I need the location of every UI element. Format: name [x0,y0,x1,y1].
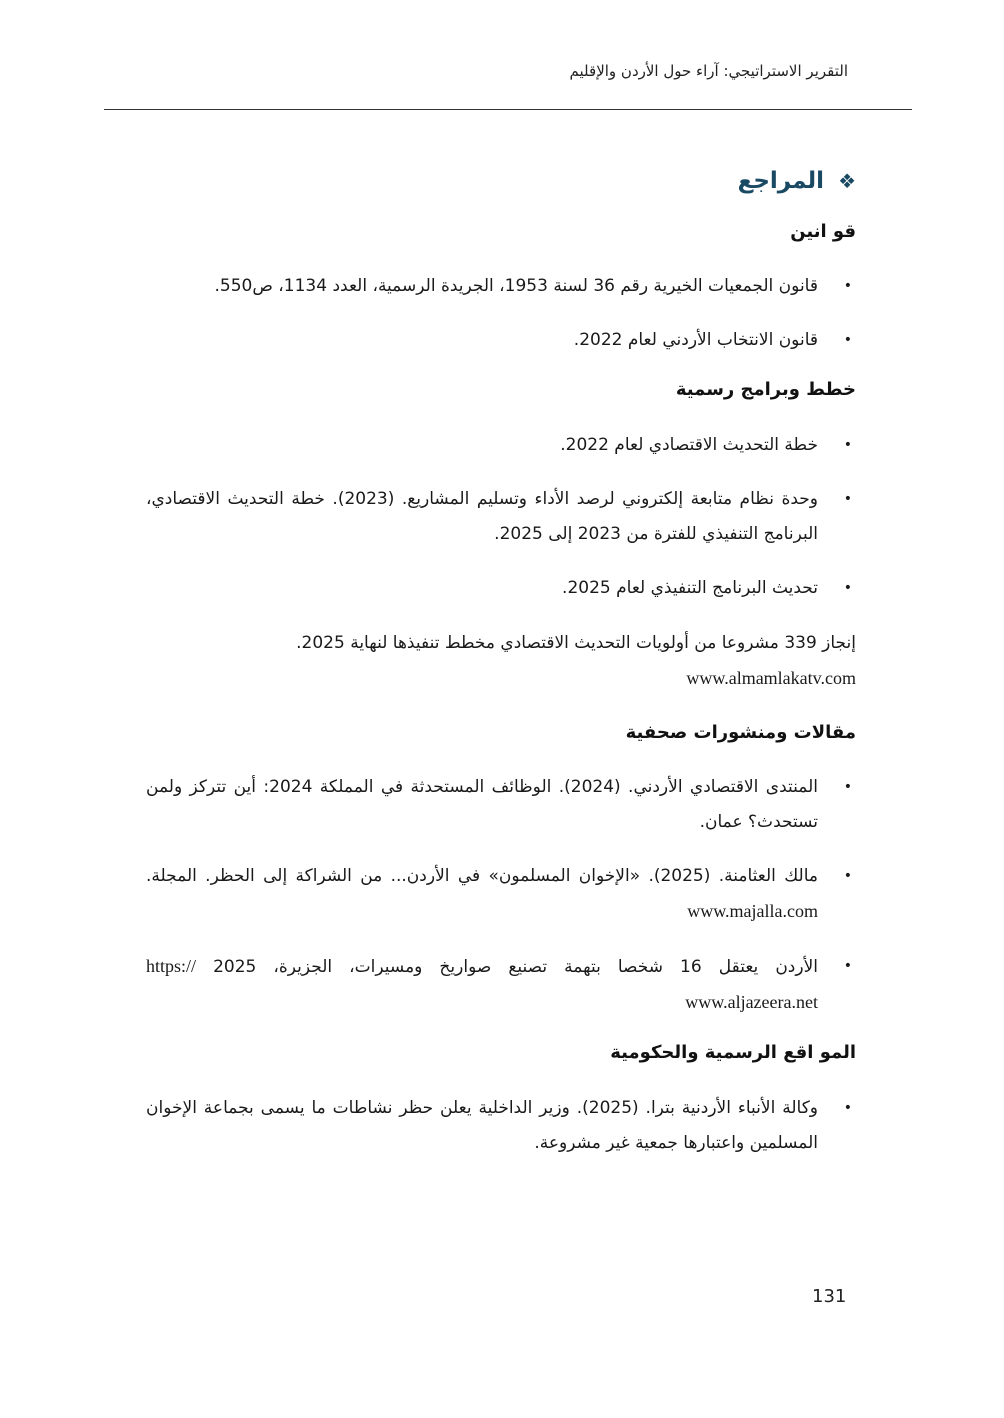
laws-heading: قو انين [790,221,856,242]
reference-text: المنتدى الاقتصادي الأردني. (2024). الوظائف المستحدثة في المملكة 2024: أين تتركز ولمن تستحدث؟ عمان. [146,777,818,833]
reference-text: خطة التحديث الاقتصادي لعام 2022. [560,434,818,455]
list-item [146,323,856,358]
plans-paragraph [146,626,856,697]
bullet-icon: • [843,579,852,596]
paragraph-text: إنجاز 339 مشروعا من أولويات التحديث الاقتصادي مخطط تنفيذها لنهاية 2025. [296,632,856,653]
bullet-icon: • [843,779,852,796]
running-header: التقرير الاستراتيجي: آراء حول الأردن والإقليم [569,62,848,80]
reference-text: قانون الجمعيات الخيرية رقم 36 لسنة 1953، الجريدة الرسمية، العدد 1134، ص550. [214,276,818,297]
reference-url[interactable]: https:// www.aljazeera.net [146,956,818,1013]
list-item [146,949,856,1021]
reference-text: الأردن يعتقل 16 شخصا بتهمة تصنيع صواريخ ومسيرات، الجزيرة، 2025 [213,957,818,978]
four-diamond-ornament-icon: ❖ [838,169,856,193]
laws-list [146,269,856,358]
bullet-icon: • [843,1099,852,1116]
list-item [146,428,856,463]
list-item [146,770,856,840]
list-item [146,482,856,552]
plans-heading: خطط وبرامج رسمية [675,379,856,401]
reference-text: تحديث البرنامج التنفيذي لعام 2025. [562,577,818,598]
header-divider [104,109,912,110]
section-title-text: المراجع [737,168,825,194]
reference-url[interactable]: www.majalla.com [687,901,818,922]
list-item [146,571,856,606]
page-number: 131 [812,1286,847,1307]
articles-list [146,770,856,1021]
paragraph-url[interactable]: www.almamlakatv.com [686,667,856,688]
official-sites-list [146,1091,856,1161]
list-item [146,1091,856,1161]
references-content [146,168,856,1181]
section-title [146,168,856,194]
bullet-icon: • [843,490,852,507]
reference-text: وكالة الأنباء الأردنية بترا. (2025). وزير الداخلية يعلن حظر نشاطات ما يسمى بجماعة الإخوان المسلمين واعتبارها جمعية غير مشروعة. [146,1097,818,1153]
plans-list [146,428,856,606]
official-sites-heading: المو اقع الرسمية والحكومية [610,1042,856,1064]
reference-text: قانون الانتخاب الأردني لعام 2022. [573,330,818,351]
list-item [146,859,856,930]
bullet-icon: • [843,958,852,975]
paragraph-url-line [146,661,856,697]
bullet-icon: • [843,278,852,295]
list-item [146,269,856,304]
articles-heading: مقالات ومنشورات صحفية [625,721,856,743]
bullet-icon: • [843,436,852,453]
reference-text: مالك العثامنة. (2025). «الإخوان المسلمون» في الأردن... من الشراكة إلى الحظر. المجلة. [146,866,818,887]
bullet-icon: • [843,868,852,885]
reference-text: وحدة نظام متابعة إلكتروني لرصد الأداء وتسليم المشاريع. (2023). خطة التحديث الاقتصادي، البرنامج التنفيذي للفترة من 2023 إلى 2025. [146,488,818,544]
bullet-icon: • [843,332,852,349]
